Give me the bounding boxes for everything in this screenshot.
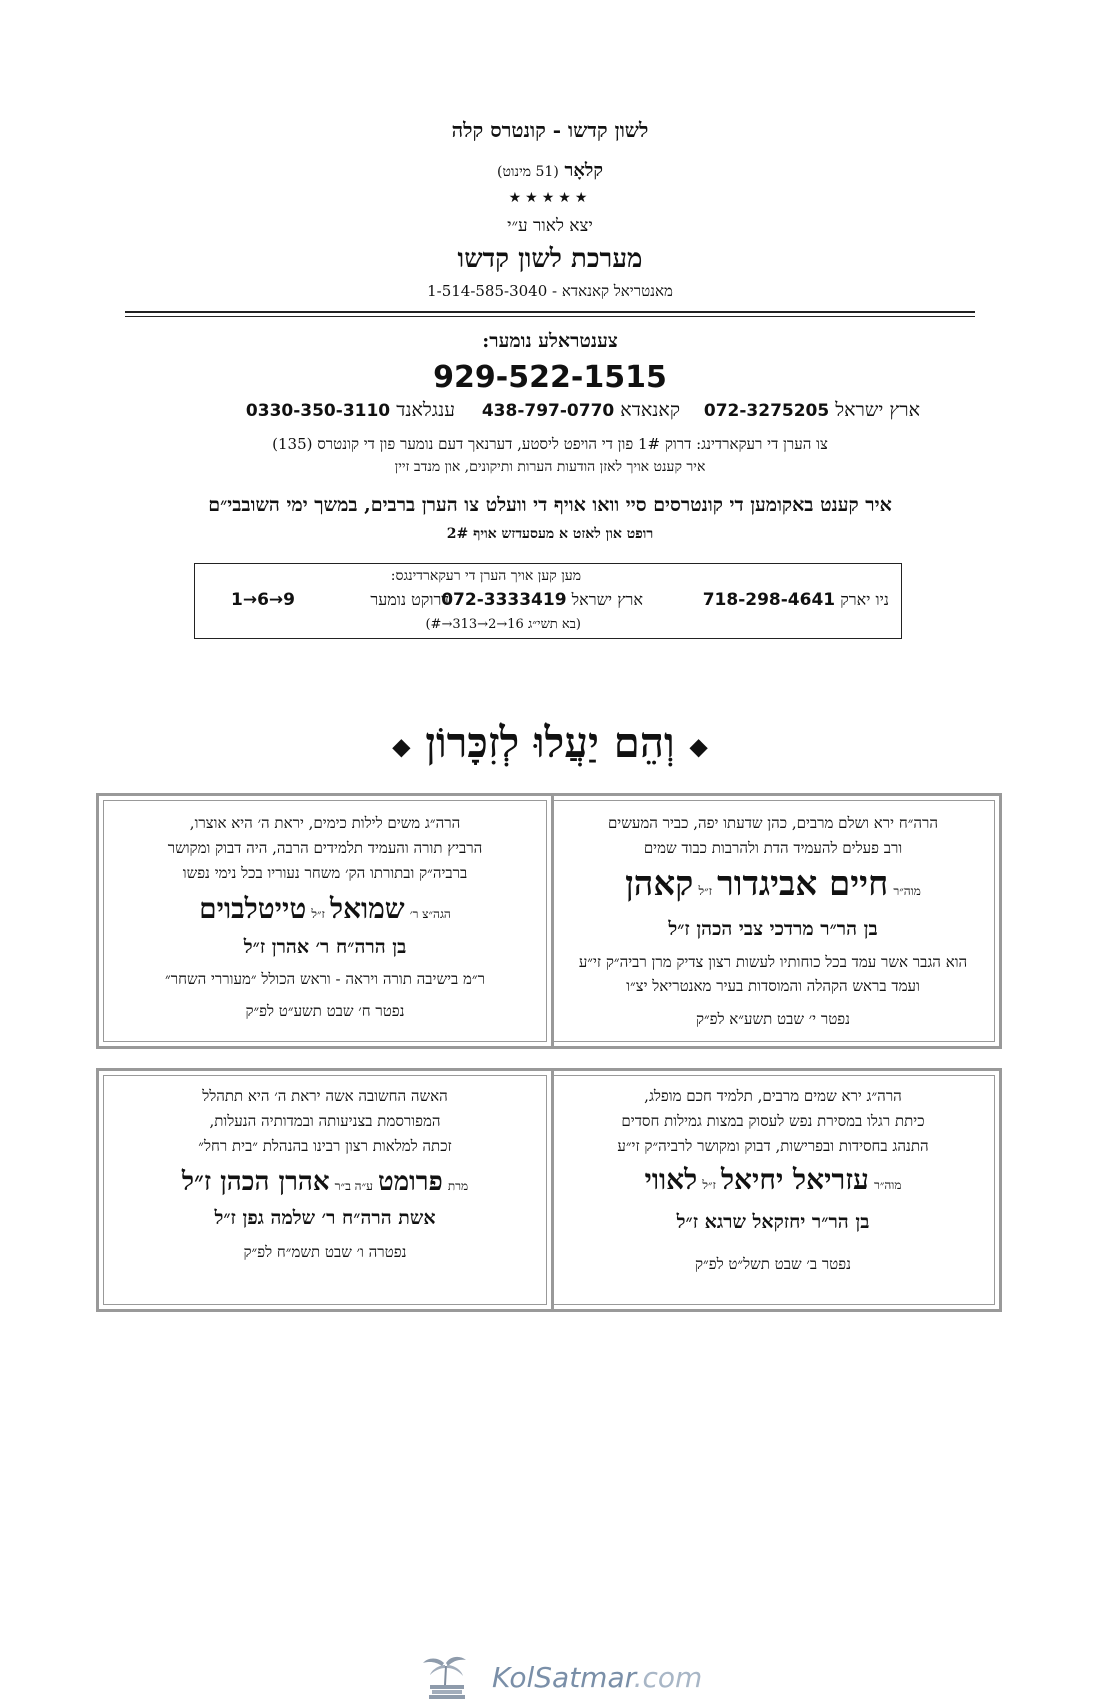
memorial-zl: ע״ה ב״ר xyxy=(334,1179,373,1193)
memorial-surname: קאהן xyxy=(625,864,694,904)
memorial-line: זכתה למלאות רצון רבינו בהנהלת ״בית רחל״ xyxy=(198,1137,452,1155)
memorial-given-name: פרומט xyxy=(378,1167,443,1197)
memorial-prefix: מרת xyxy=(447,1179,469,1193)
memorial-father: אשת הרה״ח ר׳ שלמה גפן ז״ל xyxy=(214,1207,436,1229)
memorial-date: נפטר י׳ שבט תשע״א לפ״ק xyxy=(695,1010,851,1028)
country-canada xyxy=(482,399,680,422)
memorial-name xyxy=(547,864,999,904)
dial-code: 1→6→9 xyxy=(231,590,295,610)
country-number: 072-3275205 xyxy=(703,401,830,421)
memorial-given-name: שמואל xyxy=(329,892,405,925)
sponsor-sub: רופט און לאזט א מעסעדזש אויף 2# xyxy=(446,526,654,542)
memorial-line: הרה״ג משים לילות כימים, יראת ה׳ היא אוצרו, xyxy=(189,814,461,832)
memorial-line: הרה״ח ירא ושלם מרבים, כהן שדעתו יפה, כביר המעשים xyxy=(607,814,939,832)
country-name: ארץ ישראל xyxy=(835,399,920,421)
dial-label: דרוקט נומער xyxy=(370,590,449,609)
central-number-label: צענטראלע נומער: xyxy=(482,330,618,352)
phone-israel-number: 072-3333419 xyxy=(441,590,567,610)
memorial-name xyxy=(99,892,551,926)
recording-instructions: צו הערן די רעקארדינג: דרוק 1# פון די הויפט ליסטע, דערנאך דעם נומער פון די קונטרס (135) xyxy=(272,435,828,453)
subtitle-minutes: (51 מינוט) xyxy=(497,164,559,180)
sponsor-line: איר קענט באקומען די קונטרסים סיי וואו אויף די וועלט צו הערן ברבים, במשך ימי השובבי״ם xyxy=(208,494,892,516)
phone-israel-label: ארץ ישראל xyxy=(571,590,643,609)
diamond-icon: ◆ xyxy=(392,731,411,761)
memorial-line: האשה החשובה אשה יראת ה׳ היא תתהלל xyxy=(202,1087,448,1105)
memorial-date: נפטרה ו׳ שבט תשמ״ח לפ״ק xyxy=(243,1243,407,1261)
memorial-name xyxy=(99,1167,551,1197)
subtitle xyxy=(0,160,1100,181)
memorial-line: ר״מ בישיבה תורה ויראה - וראש הכולל ״מעוררי השחר״ xyxy=(165,970,485,988)
memorial-zl: ז״ל xyxy=(698,884,712,898)
memorial-father: בן הר״ר יחזקאל שרגא ז״ל xyxy=(676,1211,870,1233)
memorial-box xyxy=(96,1068,554,1312)
subtitle-name: קלאָר xyxy=(564,160,603,181)
memorial-prefix: מוה״ר xyxy=(893,884,921,898)
phone-ny-number: 718-298-4641 xyxy=(702,590,836,610)
footer xyxy=(420,1655,720,1700)
country-name: ענגלאנד xyxy=(396,399,455,421)
phone-ny xyxy=(703,590,889,610)
memorial-line: הוא הגבר אשר עמד בכל כוחותיו לעשות רצון צדיק מרן רביה״ק זי״ע xyxy=(578,953,968,971)
memorial-surname: לאווי xyxy=(644,1163,698,1196)
phone-box xyxy=(194,563,902,639)
memorial-prefix: מוה״ר xyxy=(873,1178,902,1192)
memorial-box xyxy=(544,793,1002,1049)
memorial-box xyxy=(96,793,554,1049)
country-england xyxy=(246,399,455,422)
memorial-line: הרביץ תורה והעמיד תלמידים הרבה, היה דבוק ומקושר xyxy=(167,839,483,857)
rating-stars: ★★★★★ xyxy=(508,190,592,206)
phone-box-note: (בא תשי״ג 16→2→313→#) xyxy=(425,617,581,632)
divider xyxy=(125,311,975,313)
memorial-surname: אהרן הכהן ז״ל xyxy=(181,1167,330,1197)
memorial-date: נפטר ב׳ שבט תשל״ט לפ״ק xyxy=(695,1255,851,1273)
diamond-icon: ◆ xyxy=(689,731,708,761)
memorial-father: בן הר״ר מרדכי צבי הכהן ז״ל xyxy=(668,918,878,940)
memorial-line: הרה״ג ירא שמים מרבים, תלמיד חכם מופלג, xyxy=(644,1087,902,1105)
site-name-main: KolSatmar xyxy=(492,1661,634,1694)
memorial-line: התנהג בחסידות ובפרישות, דבוק ומקושר לרביה״ק זי״ע xyxy=(617,1137,929,1155)
location-phone: מאנטריאל קאנאדא - 1-514-585-3040 xyxy=(427,282,673,300)
phone-ny-label: ניו יארק xyxy=(840,590,889,609)
country-name: קאנאדא xyxy=(620,399,680,421)
memorial-line: ברביה״ק ובתורתו הק׳ משחר נעוריו בכל נימי נפשו xyxy=(182,864,468,882)
divider xyxy=(125,316,975,317)
memorial-given-name: חיים אביגדור xyxy=(717,864,889,904)
page-title: לשון קדשו - קונטרס קלה xyxy=(451,118,649,142)
memorial-name xyxy=(547,1163,999,1197)
memorial-father: בן הרה״ח ר׳ אהרן ז״ל xyxy=(243,936,407,958)
memorial-box xyxy=(544,1068,1002,1312)
contribute-note: איר קענט אויך לאזן הודעות הערות ותיקונים, און מנדב זיין xyxy=(394,459,706,475)
site-name xyxy=(492,1661,702,1694)
phone-box-title: מען קען אויך הערן די רעקארדינגס: xyxy=(390,568,581,584)
memorial-prefix: הגה״צ ר׳ xyxy=(409,907,451,921)
memorial-line: ורב פעלים להעמיד הדת ולהרבות כבוד שמים xyxy=(643,839,903,857)
site-name-tld: .com xyxy=(633,1661,703,1694)
phone-israel xyxy=(441,590,643,610)
organization-name: מערכת לשון קדשו xyxy=(457,244,643,274)
published-by: יצא לאור ע״י xyxy=(507,216,593,236)
country-number: 438-797-0770 xyxy=(481,401,615,421)
central-number: 929-522-1515 xyxy=(433,360,667,395)
country-number: 0330-350-3110 xyxy=(245,401,391,421)
memorial-line: המפורסמת בצניעותה ובמדותיה הנעלות, xyxy=(209,1112,441,1130)
memorial-zl: ז״ל xyxy=(702,1178,716,1192)
memorial-surname: טייטלבוים xyxy=(199,892,307,925)
memorial-given-name: עזריאל יחיאל xyxy=(720,1163,869,1196)
country-israel xyxy=(704,399,920,422)
memorial-date: נפטר ח׳ שבט תשע״ט לפ״ק xyxy=(245,1002,405,1020)
memorial-line: ועמד בראש הקהלה והמוסדות בעיר מאנטריאל יצ״ו xyxy=(626,977,920,995)
palm-tree-books-icon xyxy=(420,1655,476,1700)
memorial-heading xyxy=(0,718,1100,768)
memorial-zl: ז״ל xyxy=(311,907,325,921)
memorial-heading-text: וְהֵם יַעֲלוּ לְזִכָּרוֹן xyxy=(425,718,675,767)
memorial-line: כיתת רגלו במסירת נפש לעסוק במצות גמילות חסדים xyxy=(621,1112,925,1130)
